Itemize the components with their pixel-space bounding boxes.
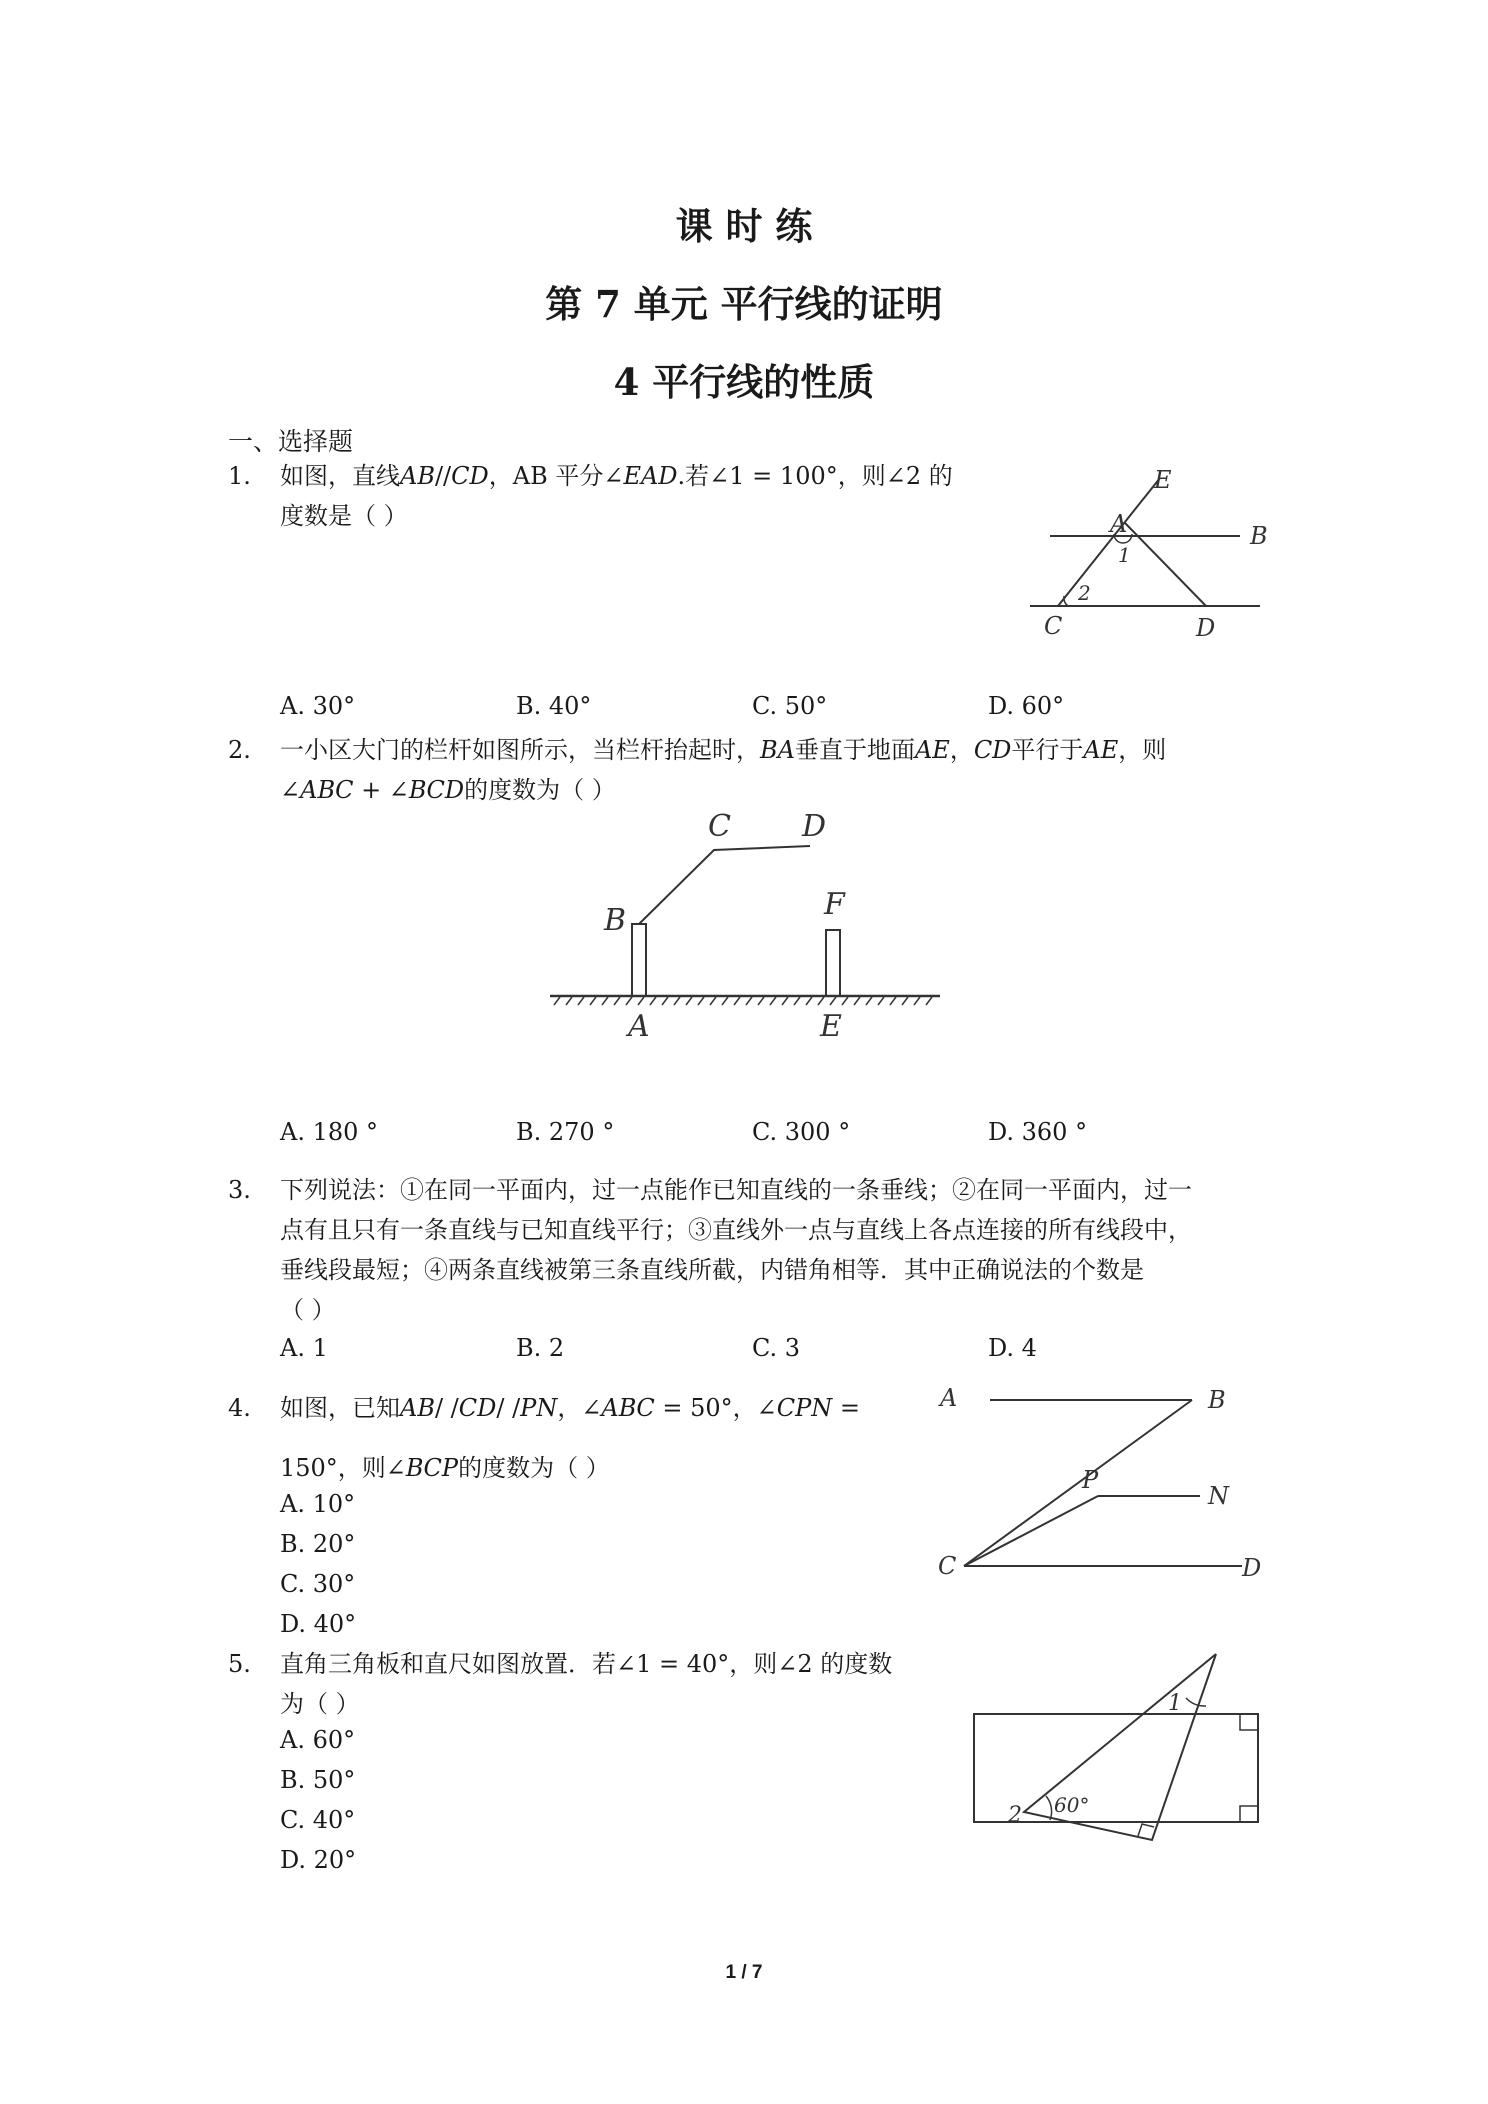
option-a[interactable]: A. 60° bbox=[280, 1726, 356, 1754]
label-f: F bbox=[824, 887, 845, 922]
label-d: D bbox=[1196, 614, 1216, 642]
option-c[interactable]: C. 3 bbox=[752, 1334, 801, 1362]
unit-title: 第 7 单元 平行线的证明 bbox=[545, 282, 943, 326]
label-e: E bbox=[1154, 466, 1172, 494]
option-a[interactable]: A. 30° bbox=[280, 692, 356, 720]
question-number: 4. bbox=[228, 1394, 251, 1422]
label-d: D bbox=[1242, 1554, 1262, 1582]
label-c: C bbox=[708, 809, 731, 844]
option-c[interactable]: C. 30° bbox=[280, 1570, 356, 1598]
question-number: 3. bbox=[228, 1176, 251, 1204]
question-text-line: 一小区大门的栏杆如图所示，当栏杆抬起时，𝐵𝐴垂直于地面𝐴𝐸，𝐶𝐷平行于𝐴𝐸，则 bbox=[280, 736, 1167, 764]
section-heading: 一、选择题 bbox=[228, 427, 354, 456]
label-a: A bbox=[940, 1384, 958, 1412]
label-a: A bbox=[1110, 510, 1128, 538]
page-number: 1 / 7 bbox=[725, 1962, 763, 1983]
label-angle-1: 1 bbox=[1118, 543, 1131, 567]
option-a[interactable]: A. 10° bbox=[280, 1490, 356, 1518]
option-a[interactable]: A. 180 ° bbox=[280, 1118, 379, 1146]
question-text-line: ∠𝐴𝐵𝐶 + ∠𝐵𝐶𝐷的度数为（ ） bbox=[280, 776, 616, 804]
question-number: 2. bbox=[228, 736, 251, 764]
label-n: N bbox=[1208, 1482, 1229, 1510]
question-text-line: 为（ ） bbox=[280, 1690, 360, 1718]
figure-triangle-ruler bbox=[970, 1650, 1270, 1850]
label-angle-2: 2 bbox=[1008, 1803, 1022, 1828]
label-angle-1: 1 bbox=[1168, 1691, 1182, 1716]
option-b[interactable]: B. 40° bbox=[516, 692, 592, 720]
question-text-line: 如图，已知𝐴𝐵/ /𝐶𝐷/ /𝑃𝑁，∠𝐴𝐵𝐶 = 50°，∠𝐶𝑃𝑁 = bbox=[280, 1394, 861, 1422]
question-text-line: 150°，则∠𝐵𝐶𝑃的度数为（ ） bbox=[280, 1454, 610, 1482]
option-d[interactable]: D. 20° bbox=[280, 1846, 357, 1874]
option-b[interactable]: B. 50° bbox=[280, 1766, 356, 1794]
question-text-line: 垂线段最短；④两条直线被第三条直线所截，内错角相等．其中正确说法的个数是 bbox=[280, 1256, 1144, 1284]
question-text-line: 直角三角板和直尺如图放置．若∠1 = 40°，则∠2 的度数 bbox=[280, 1650, 893, 1678]
option-b[interactable]: B. 2 bbox=[516, 1334, 565, 1362]
question-text-line: 点有且只有一条直线与已知直线平行；③直线外一点与直线上各点连接的所有线段中， bbox=[280, 1216, 1192, 1244]
label-e: E bbox=[820, 1009, 842, 1044]
option-a[interactable]: A. 1 bbox=[280, 1334, 328, 1362]
figure-parallel-lines-bisector bbox=[1010, 466, 1280, 646]
option-c[interactable]: C. 50° bbox=[752, 692, 828, 720]
label-60-degrees: 60° bbox=[1054, 1793, 1090, 1817]
question-text-line: （ ） bbox=[280, 1296, 336, 1324]
label-b: B bbox=[1250, 522, 1268, 550]
label-angle-2: 2 bbox=[1078, 581, 1091, 605]
label-d: D bbox=[802, 809, 827, 844]
option-d[interactable]: D. 4 bbox=[988, 1334, 1037, 1362]
question-text-line: 下列说法：①在同一平面内，过一点能作已知直线的一条垂线；②在同一平面内，过一 bbox=[280, 1176, 1192, 1204]
label-p: P bbox=[1082, 1466, 1099, 1494]
option-b[interactable]: B. 20° bbox=[280, 1530, 356, 1558]
option-d[interactable]: D. 360 ° bbox=[988, 1118, 1088, 1146]
lesson-title: 4 平行线的性质 bbox=[613, 360, 875, 404]
question-number: 5. bbox=[228, 1650, 251, 1678]
option-d[interactable]: D. 60° bbox=[988, 692, 1065, 720]
doc-title: 课 时 练 bbox=[675, 204, 813, 248]
figure-three-parallel-lines bbox=[930, 1384, 1270, 1584]
question-number: 1. bbox=[228, 462, 251, 490]
option-c[interactable]: C. 40° bbox=[280, 1806, 356, 1834]
option-c[interactable]: C. 300 ° bbox=[752, 1118, 851, 1146]
question-text-line: 度数是（ ） bbox=[280, 502, 408, 530]
question-text-line: 如图，直线𝐴𝐵//𝐶𝐷，AB 平分∠𝐸𝐴𝐷.若∠1 = 100°，则∠2 的 bbox=[280, 462, 953, 490]
label-c: C bbox=[1044, 612, 1063, 640]
label-a: A bbox=[628, 1009, 650, 1044]
label-b: B bbox=[604, 903, 627, 938]
option-d[interactable]: D. 40° bbox=[280, 1610, 357, 1638]
option-b[interactable]: B. 270 ° bbox=[516, 1118, 615, 1146]
label-c: C bbox=[938, 1552, 957, 1580]
label-b: B bbox=[1208, 1386, 1226, 1414]
figure-gate-barrier bbox=[540, 800, 960, 1060]
